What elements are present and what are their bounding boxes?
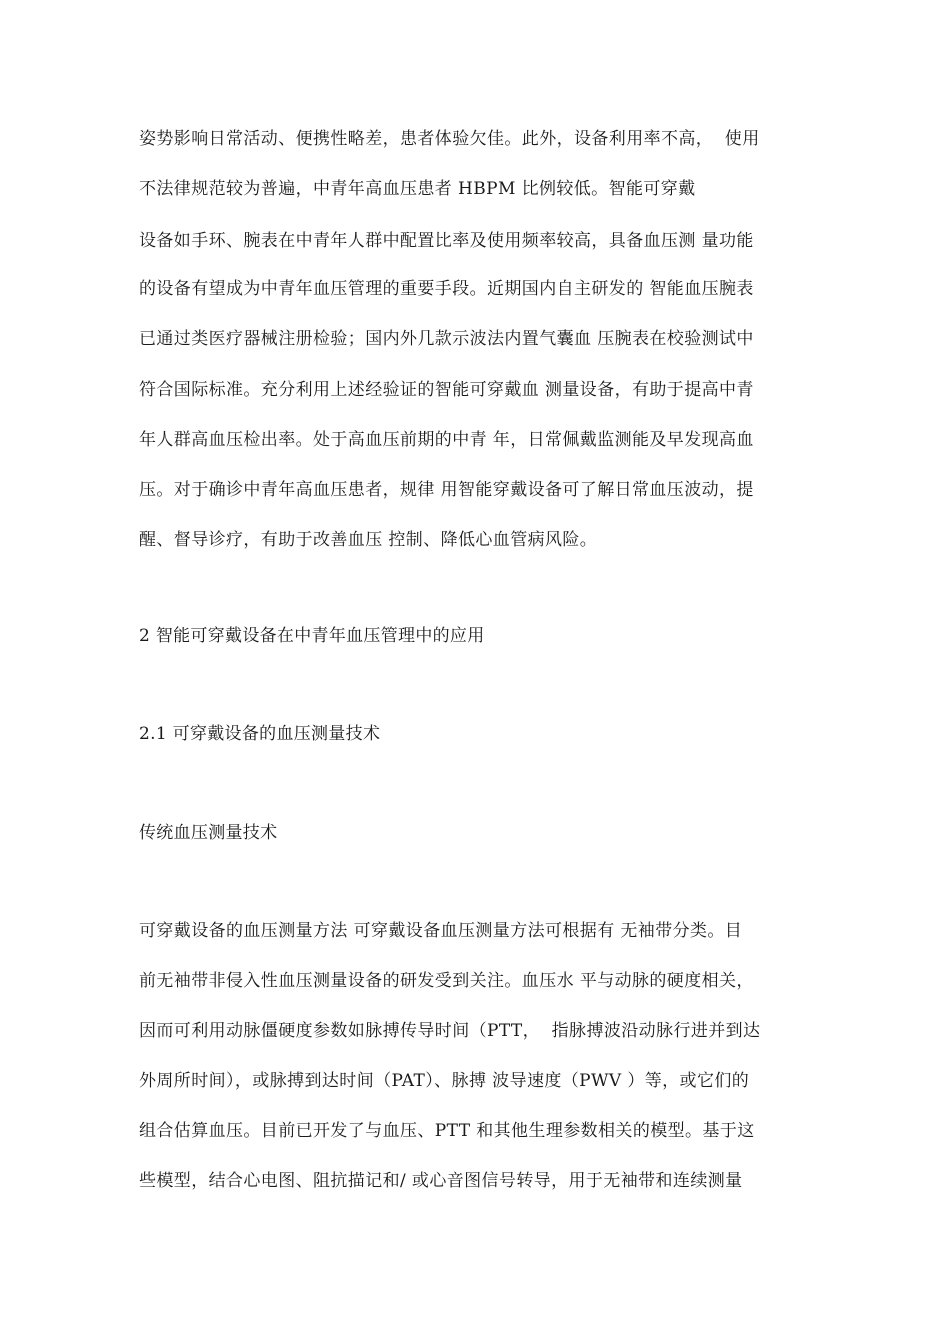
paragraph-1-line-5: 已通过类医疗器械注册检验；国内外几款示波法内置气囊血 压腕表在校验测试中	[139, 329, 754, 349]
section-heading: 2 智能可穿戴设备在中青年血压管理中的应用	[139, 626, 485, 646]
paragraph-2-line-6: 些模型，结合心电图、阻抗描记和/ 或心音图信号转导，用于无袖带和连续测量	[139, 1171, 743, 1191]
paragraph-1-line-4: 的设备有望成为中青年血压管理的重要手段。近期国内自主研发的 智能血压腕表	[139, 279, 754, 299]
paragraph-2-line-3: 因而可利用动脉僵硬度参数如脉搏传导时间（PTT， 指脉搏波沿动脉行进并到达	[139, 1021, 761, 1041]
paragraph-2-line-2: 前无袖带非侵入性血压测量设备的研发受到关注。血压水 平与动脉的硬度相关，	[139, 971, 754, 991]
paragraph-1-line-1: 姿势影响日常活动、便携性略差，患者体验欠佳。此外，设备利用率不高， 使用	[139, 129, 760, 149]
sub-subsection-heading: 传统血压测量技术	[139, 823, 278, 843]
paragraph-1-line-3: 设备如手环、腕表在中青年人群中配置比率及使用频率较高，具备血压测 量功能	[139, 231, 754, 251]
paragraph-2-line-1: 可穿戴设备的血压测量方法 可穿戴设备血压测量方法可根据有 无袖带分类。目	[139, 921, 743, 941]
paragraph-1-line-7: 年人群高血压检出率。处于高血压前期的中青 年，日常佩戴监测能及早发现高血	[139, 430, 754, 450]
paragraph-1-line-6: 符合国际标准。充分利用上述经验证的智能可穿戴血 测量设备，有助于提高中青	[139, 380, 754, 400]
paragraph-1-line-9: 醒、督导诊疗，有助于改善血压 控制、降低心血管病风险。	[139, 530, 598, 550]
paragraph-1-line-8: 压。对于确诊中青年高血压患者，规律 用智能穿戴设备可了解日常血压波动，提	[139, 480, 754, 500]
paragraph-2-line-5: 组合估算血压。目前已开发了与血压、PTT 和其他生理参数相关的模型。基于这	[139, 1121, 755, 1141]
paragraph-1-line-2: 不法律规范较为普遍，中青年高血压患者 HBPM 比例较低。智能可穿戴	[139, 179, 696, 199]
subsection-heading: 2.1 可穿戴设备的血压测量技术	[139, 724, 381, 744]
paragraph-2-line-4: 外周所时间），或脉搏到达时间（PAT）、脉搏 波导速度（PWV ）等，或它们的	[139, 1071, 750, 1091]
